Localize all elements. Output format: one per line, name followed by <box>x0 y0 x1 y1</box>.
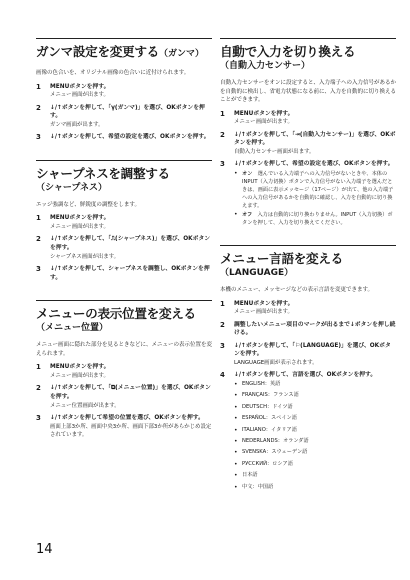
step-text: ↓/↑ボタンを押して、シャープネスを調整し、OKボタンを押す。 <box>50 265 210 281</box>
step-result: LANGUAGE画面が表示されます。 <box>234 359 318 366</box>
step-number: 3 <box>220 160 225 169</box>
step-item <box>220 131 396 157</box>
step-number: 1 <box>220 109 225 118</box>
steps-list <box>36 363 212 439</box>
section-subtitle: （メニュー位置） <box>36 323 109 334</box>
section-subtitle: （LANGUAGE） <box>220 267 294 278</box>
step-text: ↓/↑ボタンを押して、言語を選び、OKボタンを押す。 <box>234 372 377 379</box>
section-intro: メニュー画面に隠れた部分を見るときなどに、メニューの表示位置を変えられます。 <box>36 342 213 357</box>
section-intro: 自動入力センサーをオンに設定すると、入力端子への入力信号があるかを自動的に検出し、省電力状態になる前に、入力を自動的に切り換えることができます。 <box>220 80 397 104</box>
section-title: メニュー言語を変える <box>220 245 396 266</box>
right-column <box>220 38 396 509</box>
section-gamma <box>36 38 212 142</box>
step-number: 2 <box>36 235 41 244</box>
step-item <box>220 321 396 338</box>
step-result: メニュー画面が出ます。 <box>234 119 293 126</box>
step-item <box>220 110 396 127</box>
step-text: ↓/↑ボタンを押して、「⎍(シャープネス)」を選び、OKボタンを押す。 <box>50 236 211 251</box>
step-number: 3 <box>36 133 41 142</box>
option-item <box>234 211 396 227</box>
language-item: • ESPAÑOL：スペイン語 <box>234 415 396 422</box>
section-menu-position <box>36 300 212 439</box>
step-text: MENUボタンを押す。 <box>50 215 110 222</box>
step-item <box>36 133 212 142</box>
language-item: • SVENSKA：スウェーデン語 <box>234 449 396 456</box>
step-result: メニュー位置画面が出ます。 <box>50 402 120 409</box>
step-result: メニュー画面が出ます。 <box>50 223 109 230</box>
page-number: 14 <box>36 542 53 557</box>
step-text: ↓/↑ボタンを押して、「γ(ガンマ)」を選び、OKボタンを押す。 <box>50 104 205 120</box>
step-item <box>220 300 396 317</box>
step-number: 3 <box>36 264 41 273</box>
step-item <box>220 342 396 368</box>
option-label: オン <box>242 170 253 177</box>
step-item <box>220 160 396 227</box>
step-number: 4 <box>220 371 225 380</box>
step-text: ↓/↑ボタンを押して、「⧉(メニュー位置)」を選び、OKボタンを押す。 <box>50 385 211 400</box>
section-auto-input <box>220 38 396 227</box>
step-item <box>36 414 212 439</box>
step-text: MENUボタンを押す。 <box>234 300 294 307</box>
language-item: • 日本語 <box>234 472 396 479</box>
step-text: MENUボタンを押す。 <box>50 364 110 371</box>
step-result: メニュー画面が出ます。 <box>50 92 109 99</box>
title-text: ガンマ設定を変更する <box>36 44 159 59</box>
step-item <box>220 371 396 491</box>
section-title <box>36 38 212 62</box>
section-intro: 本機のメニュー、メッセージなどの表示言語を変更できます。 <box>220 286 374 293</box>
language-item: • 中文：中国語 <box>234 484 396 491</box>
language-item: • РУССКИЙ：ロシア語 <box>234 461 396 468</box>
option-desc: 選んでいる入力端子への入力信号がないときや、本体のINPUT（入力切換）ボタンで入力信号がない入力端子を選んだときは、画面に表示メッセージ（17ページ）が出て、他の入力端子への入力信号があるかを自動的に確認し、入力を自動的に切り換えます。 <box>242 170 394 209</box>
step-result: メニュー画面が出ます。 <box>234 309 293 316</box>
step-text: MENUボタンを押す。 <box>234 110 294 117</box>
section-intro: 画像の色合いを、オリジナル画像の色合いに近付けられます。 <box>36 70 190 76</box>
section-title: メニューの表示位置を変える <box>36 300 212 321</box>
step-item <box>36 104 212 130</box>
step-number: 2 <box>220 320 225 329</box>
step-item <box>36 83 212 100</box>
section-intro: エッジ強調など、鮮鋭度の調整をします。 <box>36 201 140 208</box>
step-text: 調整したいメニュー項目のマークが出るまで↓ボタンを押し続ける。 <box>234 321 396 337</box>
step-text: ↓/↑ボタンを押して、「⚐(LANGUAGE)」を選び、OKボタンを押す。 <box>234 342 391 358</box>
step-text: ↓/↑ボタンを押して、「⇥(自動入力センサー)」を選び、OKボタンを押す。 <box>234 131 396 147</box>
step-number: 1 <box>36 363 41 372</box>
option-desc: 入力は自動的に切り換わりません。INPUT（入力切換）ボタンを押して、入力を切り換えてください。 <box>242 211 393 226</box>
step-number: 1 <box>220 299 225 308</box>
steps-list <box>36 83 212 142</box>
step-number: 3 <box>36 413 41 422</box>
language-item: • ITALIANO：イタリア語 <box>234 427 396 434</box>
section-title: シャープネスを調整する <box>36 160 212 181</box>
step-text: ↓/↑ボタンを押して、希望の設定を選び、OKボタンを押す。 <box>234 161 394 168</box>
steps-list <box>220 110 396 227</box>
step-number: 2 <box>36 384 41 393</box>
step-result: シャープネス画面が出ます。 <box>50 253 120 260</box>
option-label: オフ <box>242 211 253 218</box>
step-item <box>36 235 212 261</box>
step-text: MENUボタンを押す。 <box>50 83 110 90</box>
step-result: ガンマ画面が出ます。 <box>50 121 104 128</box>
step-item <box>36 363 212 380</box>
step-text: ↓/↑ボタンを押して希望の位置を選び、OKボタンを押す。 <box>50 414 204 421</box>
step-text: ↓/↑ボタンを押して、希望の設定を選び、OKボタンを押す。 <box>50 134 210 141</box>
option-item <box>234 170 396 210</box>
section-title: 自動で入力を切り換える <box>220 38 396 59</box>
step-number: 1 <box>36 82 41 91</box>
step-number: 3 <box>220 341 225 350</box>
language-item: • NEDERLANDS：オランダ語 <box>234 438 396 445</box>
language-list <box>234 381 396 491</box>
step-item <box>36 265 212 282</box>
steps-list <box>36 214 212 282</box>
steps-list <box>220 300 396 491</box>
section-subtitle: （シャープネス） <box>36 182 108 193</box>
language-item: • FRANÇAIS：フランス語 <box>234 392 396 399</box>
step-number: 2 <box>36 103 41 112</box>
language-item: • ENGLISH：英語 <box>234 381 396 388</box>
step-result: 画面上部3か所、画面中央3か所、画面下部3か所があらかじめ設定されています。 <box>50 423 212 438</box>
language-item: • DEUTSCH：ドイツ語 <box>234 404 396 411</box>
step-number: 2 <box>220 130 225 139</box>
section-sharpness <box>36 160 212 282</box>
section-language <box>220 245 396 491</box>
step-item <box>36 384 212 410</box>
title-sub: （ガンマ） <box>158 49 204 59</box>
step-result: メニュー画面が出ます。 <box>50 372 109 379</box>
left-column <box>36 38 212 457</box>
step-result: 自動入力センサー画面が出ます。 <box>234 148 315 155</box>
section-subtitle: （自動入力センサー） <box>220 61 311 71</box>
step-number: 1 <box>36 214 41 223</box>
step-item <box>36 214 212 231</box>
option-list <box>234 170 396 227</box>
